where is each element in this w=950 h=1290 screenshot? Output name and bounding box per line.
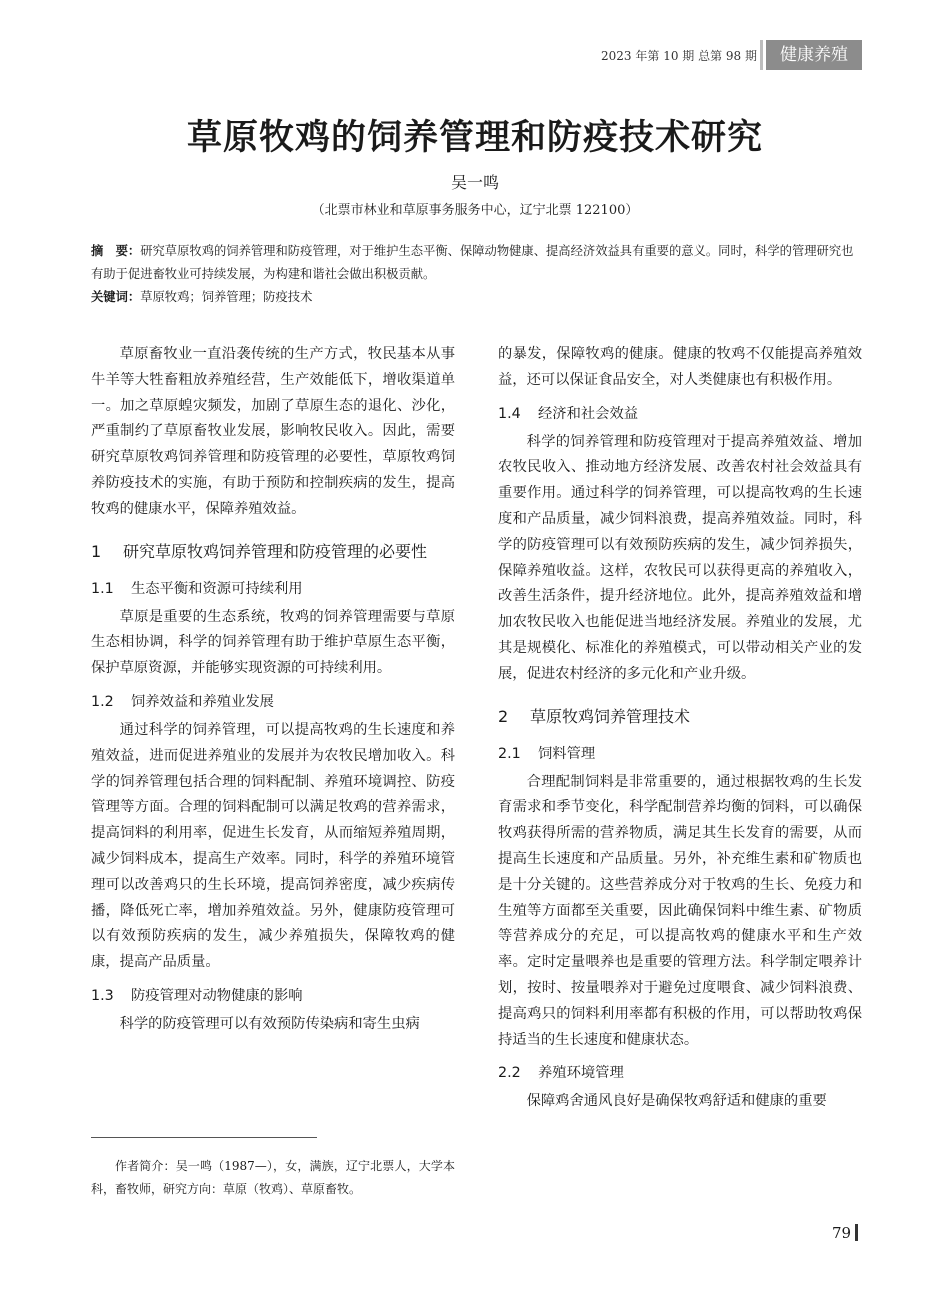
abstract [91, 240, 861, 286]
section-number: 1.2 [91, 693, 114, 710]
page-number: 79 [832, 1224, 852, 1242]
keywords-label: 关键词： [91, 290, 141, 304]
section-2-heading [498, 700, 862, 734]
section-1-3-heading [91, 984, 455, 1008]
author-name: 吴一鸣 [450, 173, 499, 192]
intro-paragraph: 草原畜牧业一直沿袭传统的生产方式，牧民基本从事牛羊等大牲畜粗放养殖经营，生产效能低下，增收渠道单一。加之草原蝗灾频发，加剧了草原生态的退化、沙化，严重制约了草原畜牧业发展，影响牧民收入。因此，需要研究草原牧鸡饲养管理和防疫管理的必要性，草原牧鸡饲养防疫技术的实施，有助于预防和控制疾病的发生，提高牧鸡的健康水平，保障养殖效益。 [91, 346, 455, 517]
section-2-2-paragraph: 保障鸡舍通风良好是确保牧鸡舒适和健康的重要 [526, 1093, 827, 1110]
section-2-1-paragraph: 合理配制饲料是非常重要的，通过根据牧鸡的生长发育需求和季节变化，科学配制营养均衡的饲料，可以确保牧鸡获得所需的营养物质，满足其生长发育的需要，从而提高生长速度和产品质量。另外，补充维生素和矿物质也是十分关键的。这些营养成分对于牧鸡的生长、免疫力和生殖等方面都至关重要，因此确保饲料中维生素、矿物质等营养成分的充足，可以提高牧鸡的健康水平和生产效率。定时定量喂养也是重要的管理方法。科学制定喂养计划，按时、按量喂养对于避免过度喂食、减少饲料浪费、提高鸡只的饲料利用率都有积极的作用，可以帮助牧鸡保持适当的生长速度和健康状态。 [498, 773, 862, 1048]
abstract-text: 研究草原牧鸡的饲养管理和防疫管理，对于维护生态平衡、保障动物健康、提高经济效益具有重要的意义。同时，科学的管理研究也有助于促进畜牧业可持续发展，为构建和谐社会做出积极贡献。 [91, 244, 854, 281]
author-footnote: 作者简介：吴一鸣（1987—），女，满族，辽宁北票人，大学本科，畜牧师，研究方向：草原（牧鸡）、草原畜牧。 [91, 1159, 455, 1196]
abstract-label: 摘 要： [91, 244, 141, 258]
section-1-1-heading [91, 577, 455, 601]
left-column [91, 342, 455, 1038]
section-title: 草原牧鸡饲养管理技术 [530, 706, 691, 726]
section-number: 1.1 [91, 580, 114, 597]
section-title: 生态平衡和资源可持续利用 [131, 580, 303, 597]
section-1-4-paragraph: 科学的饲养管理和防疫管理对于提高养殖效益、增加农牧民收入、推动地方经济发展、改善农村社会效益具有重要作用。通过科学的饲养管理，可以提高牧鸡的生长速度和产品质量，减少饲料浪费，提高养殖效益。同时，科学的防疫管理可以有效预防疾病的发生，减少饲养损失，保障养殖收益。这样，农牧民可以获得更高的养殖收入，改善生活条件，提升经济地位。此外，提高养殖效益和增加农牧民收入也能促进当地经济发展。养殖业的发展，尤其是规模化、标准化的养殖模式，可以带动相关产业的发展，促进农村经济的多元化和产业升级。 [498, 433, 862, 682]
section-number: 1.3 [91, 987, 114, 1004]
section-title: 研究草原牧鸡饲养管理和防疫管理的必要性 [123, 541, 428, 561]
section-1-4-heading [498, 402, 862, 426]
right-column [498, 342, 862, 1115]
section-title: 饲养效益和养殖业发展 [131, 693, 274, 710]
section-number: 1.4 [498, 405, 521, 422]
issue-info: 2023 年第 10 期 总第 98 期 [601, 49, 757, 63]
section-number: 2.1 [498, 745, 521, 762]
article-title: 草原牧鸡的饲养管理和防疫技术研究 [186, 118, 763, 158]
keywords [91, 287, 861, 307]
section-title: 防疫管理对动物健康的影响 [131, 987, 303, 1004]
section-title: 饲料管理 [538, 745, 596, 762]
section-1-2-heading [91, 690, 455, 714]
section-1-3-paragraph: 科学的防疫管理可以有效预防传染病和寄生虫病 [119, 1015, 420, 1032]
section-2-2-heading [498, 1061, 862, 1085]
section-number: 2.2 [498, 1065, 521, 1082]
section-tag: 健康养殖 [766, 40, 862, 70]
section-title: 经济和社会效益 [538, 405, 639, 422]
footnote-divider [91, 1137, 317, 1138]
continued-paragraph: 的暴发，保障牧鸡的健康。健康的牧鸡不仅能提高养殖效益，还可以保证食品安全，对人类健康也有积极作用。 [498, 346, 862, 388]
header-divider [760, 40, 763, 70]
section-title: 养殖环境管理 [538, 1065, 624, 1082]
section-number: 2 [498, 706, 509, 726]
section-1-2-paragraph: 通过科学的饲养管理，可以提高牧鸡的生长速度和养殖效益，进而促进养殖业的发展并为农牧民增加收入。科学的饲养管理包括合理的饲料配制、养殖环境调控、防疫管理等方面。合理的饲料配制可以满足牧鸡的营养需求，提高饲料的利用率，促进生长发育，从而缩短养殖周期，减少饲料成本，提高生产效率。同时，科学的养殖环境管理可以改善鸡只的生长环境，提高饲养密度，减少疾病传播，降低死亡率，增加养殖效益。另外，健康防疫管理可以有效预防疾病的发生，减少养殖损失，保障牧鸡的健康，提高产品质量。 [91, 721, 455, 971]
page-number-bar [855, 1224, 858, 1241]
section-1-heading [91, 535, 455, 569]
section-1-1-paragraph: 草原是重要的生态系统，牧鸡的饲养管理需要与草原生态相协调，科学的饲养管理有助于维护草原生态平衡，保护草原资源，并能够实现资源的可持续利用。 [91, 608, 455, 677]
section-number: 1 [91, 541, 102, 561]
author-affiliation: （北票市林业和草原事务服务中心，辽宁北票 122100） [311, 203, 639, 218]
keywords-text: 草原牧鸡；饲养管理；防疫技术 [140, 290, 313, 304]
section-2-1-heading [498, 742, 862, 766]
